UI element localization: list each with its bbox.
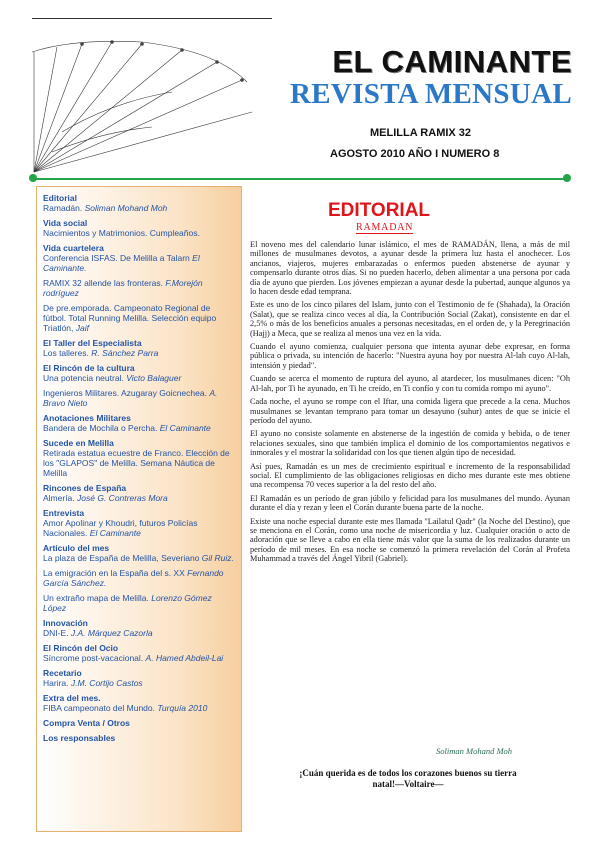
toc-entry-text: La emigración en la España del s. XX [43,568,185,578]
toc-entry-author: J.M. Cortijo Castos [70,678,143,688]
toc-section [43,543,235,563]
table-of-contents [36,186,242,832]
toc-section-title[interactable]: Vida cuartelera [43,243,104,253]
toc-entry-text: Amor Apolinar y Khoudri, futuros Policías Nacionales. [43,518,198,538]
closing-quote [252,768,564,790]
editorial-subheading: RAMADAN [356,222,414,233]
toc-section [43,718,235,728]
toc-entry-text: Una potencia neutral. [43,373,124,383]
toc-entry-text: Conferencia ISFAS. De Melilla a Talarn [43,253,190,263]
toc-section [43,508,235,538]
editorial-paragraph: Este es uno de los cinco pilares del Islam, junto con el Testimonio de fe (Shahada), la Oración (Salat), que se realiza cinco veces al día, la Contribución Social (Zakat), consistente en dar el 2,5% o más de los beneficios anuales a personas necesitadas, en el orden de, y la Peregrinación (Hajj) a Meca, que se realiza al menos una vez en la vida. [250,300,570,338]
toc-entry[interactable] [43,253,235,273]
toc-entry-text: Ingenieros Militares. Azugaray Goicnechea. [43,388,207,398]
toc-entry-author: El Caminante [89,528,141,538]
toc-entry-text: La plaza de España de Melilla, Severiano [43,553,200,563]
toc-entry[interactable] [43,568,235,588]
toc-entry[interactable] [43,678,235,688]
editorial-paragraph: El Ramadán es un período de gran júbilo y felicidad para los musulmanes del mundo. Ayunan durante el día y rezan y leen el Corán durante buena parte de la noche. [250,493,570,513]
toc-entry-author: Jaif [75,323,89,333]
toc-section-title[interactable]: Rincones de España [43,483,127,493]
toc-section-title[interactable]: Extra del mes. [43,693,101,703]
toc-entry-text: Un extraño mapa de Melilla. [43,593,149,603]
toc-entry[interactable] [43,278,235,298]
toc-section-title[interactable]: El Rincón del Ocio [43,643,119,653]
toc-entry-author: F.Morejón rodríguez [43,278,203,298]
toc-section [43,693,235,713]
toc-entry-author: A. Bravo Nieto [43,388,218,408]
toc-section [43,243,235,273]
toc-section-title[interactable]: Innovación [43,618,88,628]
toc-section [43,733,235,743]
toc-entry[interactable] [43,703,235,713]
magazine-subtitle: REVISTA MENSUAL [290,78,572,110]
toc-entry-text: De pre.emporada. Campeonato Regional de fútbol. Total Running Melilla. Selección equipo Triatlón, [43,303,217,333]
header-divider [32,178,568,180]
toc-section-title[interactable]: Vida social [43,218,88,228]
divider-dot-left [29,174,37,182]
toc-section-title[interactable]: Compra Venta / Otros [43,718,130,728]
editorial-signature: Soliman Mohand Moh [436,746,513,756]
quote-line-2: natal!—Voltaire— [372,779,444,789]
toc-entry[interactable] [43,448,235,478]
toc-section-title[interactable]: El Taller del Especialista [43,338,142,348]
toc-section-title[interactable]: Editorial [43,193,78,203]
divider-dot-right [563,174,571,182]
issue-location: MELILLA RAMIX 32 [370,127,472,139]
toc-section-title[interactable]: Los responsables [43,733,116,743]
toc-entry[interactable] [43,653,235,663]
toc-section [43,483,235,503]
toc-section [43,618,235,638]
toc-entry-author: El Caminante. [43,253,200,273]
toc-section [43,388,235,408]
toc-entry[interactable] [43,373,235,383]
editorial-paragraph: Cuando se acerca el momento de ruptura del ayuno, al atardecer, los musulmanes dicen: "Oh Al-lah, por Ti he ayunado, en Ti he creído, en Ti confío y con tu comida rompo mi ayuno". [250,374,570,393]
toc-entry-text: FIBA campeonato del Mundo. [43,703,155,713]
toc-section-title[interactable]: Anotaciones Militares [43,413,131,423]
toc-section [43,363,235,383]
toc-entry-author: El Caminante [159,423,211,433]
toc-entry-author: A. Hamed Abdeil-Lai [145,653,224,663]
toc-entry[interactable] [43,348,235,358]
toc-entry-text: Los talleres. [43,348,89,358]
editorial-body [250,240,570,568]
toc-entry[interactable] [43,593,235,613]
editorial-paragraph: Existe una noche especial durante este mes llamada "Lailatul Qadr" (la Noche del Destino), que se menciona en el Corán, como una noche de misericordia y luz. Cualquier oración o acto de adoración que se lleve a cabo en ella tiene más valor que la suma de los realizados durante un período de mil meses. En esa noche se comenzó la primera revelación del Corán al Profeta Muhammad a través del Ángel Yibril (Gabriel). [250,516,570,564]
toc-section-title[interactable]: Artículo del mes [43,543,110,553]
toc-section-title[interactable]: Recetario [43,668,82,678]
toc-entry[interactable] [43,203,235,213]
toc-section [43,593,235,613]
toc-entry-text: Almería. [43,493,75,503]
toc-section-title[interactable]: El Rincón de la cultura [43,363,135,373]
toc-entry[interactable] [43,493,235,503]
editorial-paragraph: El noveno mes del calendario lunar islámico, el mes de RAMADÁN, llena, a más de mil millones de musulmanes devotos, a ayunar desde la primera luz hasta el anochecer. Los ancianos, viajeros, mujeres embarazadas o enfermos pueden abstenerse de ayunar y compensarlo durante otros días. Si no pueden hacerlo, deben alimentar a una persona por cada día de ayuno que pierden. Los jóvenes empiezan a ayunar desde la pubertad, aunque algunos ya lo hacen desde edad temprana. [250,240,570,297]
toc-entry[interactable] [43,388,235,408]
editorial-paragraph: Así pues, Ramadán es un mes de crecimiento espiritual e incremento de la responsabilidad social. El cumplimiento de las obligaciones religiosas en dicho mes durante este mes obtiene una recompensa 70 veces superior a la del resto del año. [250,461,570,490]
toc-entry-text: Síncrome post-vacacional. [43,653,144,663]
editorial-paragraph: Cada noche, el ayuno se rompe con el Iftar, una comida ligera que precede a la cena. Muchos musulmanes se levantan temprano para tomar un desayuno (suhur) antes de que se inicie el período del ayuno. [250,397,570,425]
toc-entry-text: Nacimientos y Matrimonios. Cumpleaños. [43,228,200,238]
toc-section [43,413,235,433]
toc-section [43,568,235,588]
issue-date: AGOSTO 2010 AÑO I NUMERO 8 [330,148,500,160]
toc-entry[interactable] [43,303,235,333]
toc-entry-author: Soliman Mohand Moh [84,203,168,213]
editorial-heading: EDITORIAL [328,200,431,221]
toc-entry-author: Turquía 2010 [157,703,208,713]
editorial-paragraph: Cuando el ayuno comienza, cualquier persona que intenta ayunar debe expresar, en forma pública o privada, su intención de hacerlo: "Nuestra ayuna hoy por nuestra Al-lah cuyo Al-lah, intensión y piedad". [250,342,570,370]
toc-section [43,303,235,333]
toc-entry[interactable] [43,228,235,238]
toc-entry[interactable] [43,423,235,433]
toc-entry[interactable] [43,518,235,538]
toc-entry-author: R. Sánchez Parra [91,348,159,358]
magazine-title: EL CAMINANTE [332,44,572,79]
toc-entry-text: Ramadán. [43,203,83,213]
header-top-line [32,18,272,19]
toc-entry-text: Retirada estatua ecuestre de Franco. Elección de los "GLAPOS" de Melilla. Semana Náutica de Melilla [43,448,230,478]
toc-section [43,193,235,213]
toc-entry-text: RAMIX 32 allende las fronteras. [43,278,164,288]
toc-entry-author: Fernando García Sánchez. [43,568,224,588]
toc-section [43,338,235,358]
toc-entry-author: J.A. Márquez Cazorla [70,628,153,638]
toc-section [43,643,235,663]
toc-entry-author: Victo Balaguer [126,373,182,383]
toc-entry[interactable] [43,628,235,638]
map-illustration [22,22,262,180]
toc-entry-author: José G. Contreras Mora [77,493,168,503]
toc-section-title[interactable]: Entrevista [43,508,85,518]
toc-entry-text: Bandera de Mochila o Percha. [43,423,158,433]
toc-section-title[interactable]: Sucede en Melilla [43,438,114,448]
toc-entry-text: DNI-E. [43,628,69,638]
toc-section [43,218,235,238]
toc-section [43,278,235,298]
toc-section [43,668,235,688]
toc-entry-text: Harira. [43,678,69,688]
toc-section [43,438,235,478]
editorial-paragraph: El ayuno no consiste solamente en abstenerse de la ingestión de comida y bebida, o de tener relaciones sexuales, sino que también implica el dominio de los comportamientos negativos e inmorales y el mostrar la solidaridad con los que tienen algún tipo de necesidad. [250,429,570,458]
toc-entry[interactable] [43,553,235,563]
toc-entry-author: Lorenzo Gómez López [43,593,212,613]
toc-entry-author: Gil Ruiz. [201,553,234,563]
quote-line-1: ¡Cuán querida es de todos los corazones buenos su tierra [299,768,517,778]
